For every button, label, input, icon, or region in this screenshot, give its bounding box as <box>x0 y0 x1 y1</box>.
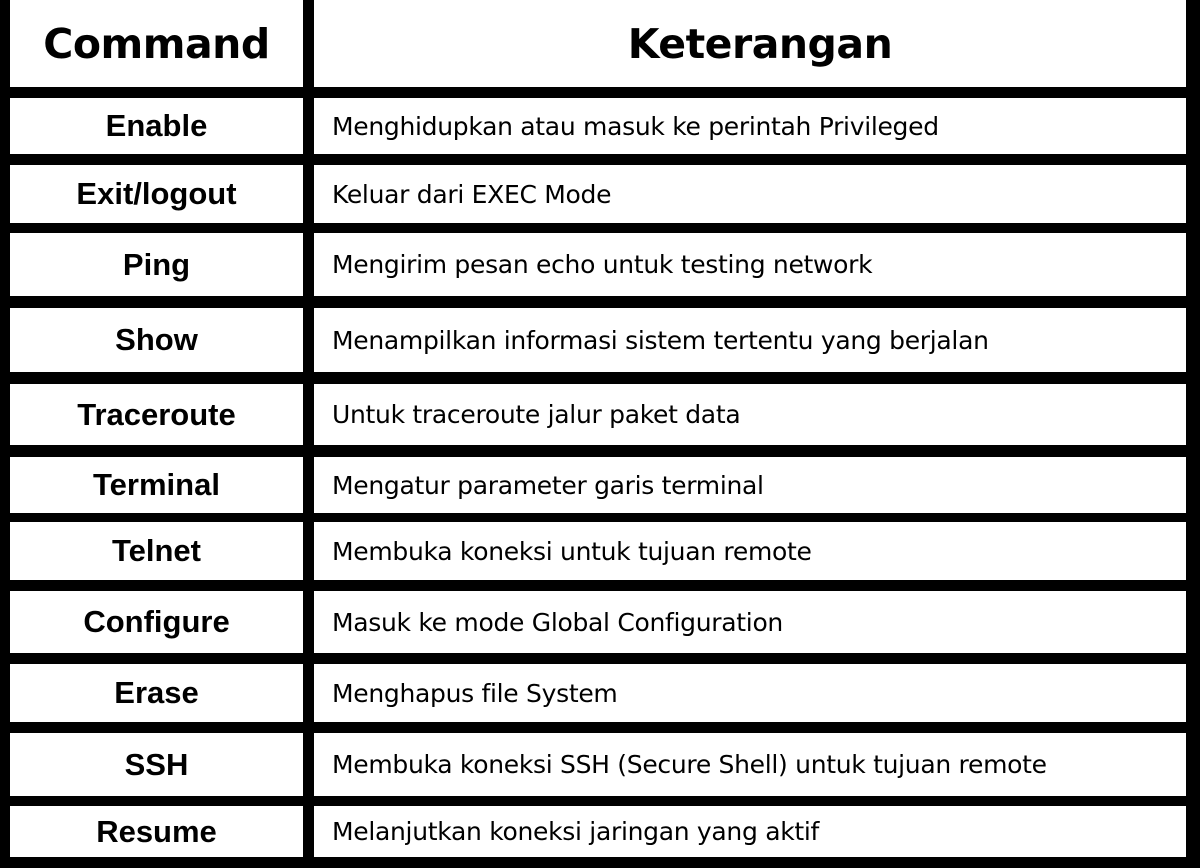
command-cell: Traceroute <box>10 384 303 445</box>
description-cell: Menampilkan informasi sistem tertentu yang berjalan <box>314 308 1186 372</box>
command-cell: Resume <box>10 806 303 857</box>
command-cell: Ping <box>10 233 303 296</box>
command-cell: Telnet <box>10 522 303 580</box>
command-cell: SSH <box>10 733 303 796</box>
command-cell: Enable <box>10 98 303 154</box>
description-cell: Menghapus file System <box>314 664 1186 722</box>
description-cell: Masuk ke mode Global Configuration <box>314 591 1186 653</box>
description-cell: Melanjutkan koneksi jaringan yang aktif <box>314 806 1186 857</box>
description-cell: Mengatur parameter garis terminal <box>314 457 1186 513</box>
description-cell: Menghidupkan atau masuk ke perintah Privileged <box>314 98 1186 154</box>
header-command: Command <box>10 0 303 87</box>
command-cell: Show <box>10 308 303 372</box>
header-description: Keterangan <box>314 0 1186 87</box>
command-cell: Configure <box>10 591 303 653</box>
command-cell: Terminal <box>10 457 303 513</box>
description-cell: Membuka koneksi untuk tujuan remote <box>314 522 1186 580</box>
description-cell: Untuk traceroute jalur paket data <box>314 384 1186 445</box>
description-cell: Mengirim pesan echo untuk testing network <box>314 233 1186 296</box>
command-cell: Exit/logout <box>10 165 303 223</box>
command-cell: Erase <box>10 664 303 722</box>
description-cell: Membuka koneksi SSH (Secure Shell) untuk tujuan remote <box>314 733 1186 796</box>
description-cell: Keluar dari EXEC Mode <box>314 165 1186 223</box>
